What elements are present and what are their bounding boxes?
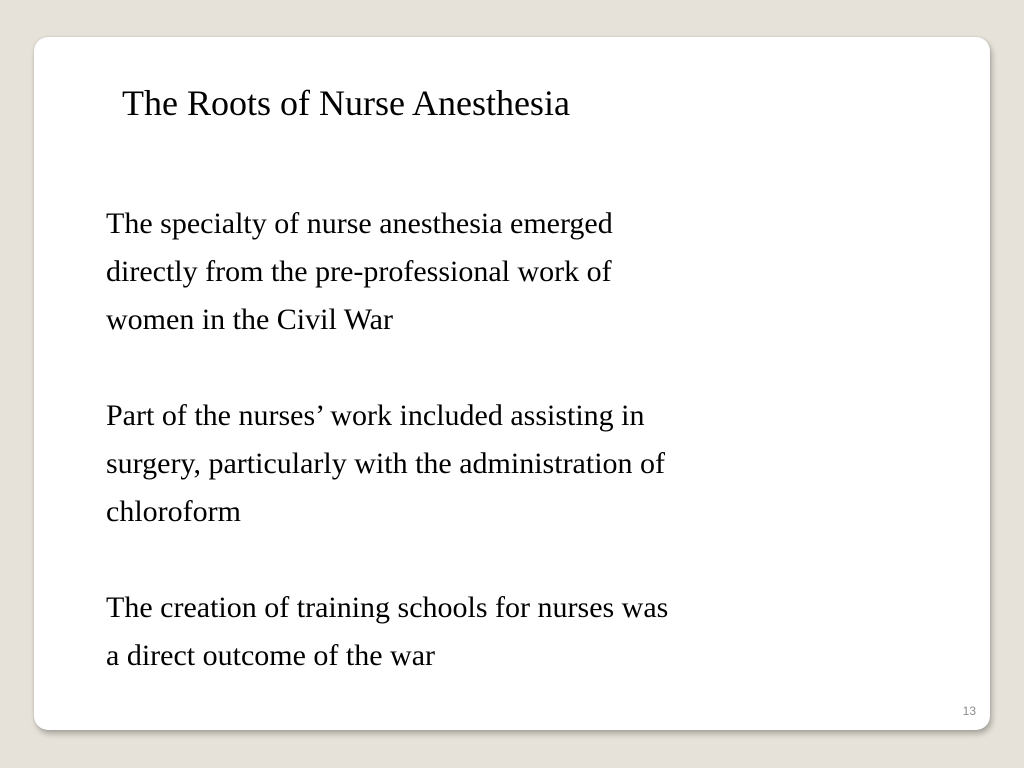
slide-body (106, 200, 886, 680)
body-paragraph-specialty: The specialty of nurse anesthesia emerged directly from the pre-professional work of women in the Civil War (106, 207, 613, 336)
page-number: 13 (962, 704, 976, 718)
slide-title: The Roots of Nurse Anesthesia (122, 83, 570, 123)
body-paragraph-surgery: Part of the nurses’ work included assisting in surgery, particularly with the administration of chloroform (106, 399, 666, 528)
body-paragraph-training-schools: The creation of training schools for nurses was a direct outcome of the war (106, 591, 669, 672)
slide (34, 37, 990, 730)
